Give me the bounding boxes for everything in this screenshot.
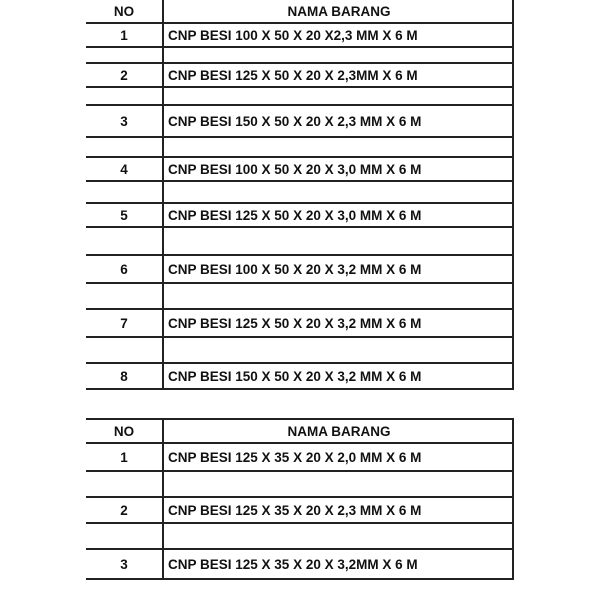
row-no: 3	[120, 113, 128, 129]
spacer-row	[86, 472, 514, 498]
spacer-row	[86, 88, 514, 106]
row-name: CNP BESI 150 X 50 X 20 X 3,2 MM X 6 M	[168, 368, 422, 384]
table-row	[86, 550, 514, 580]
spacer-row	[86, 228, 514, 256]
row-name: CNP BESI 125 X 35 X 20 X 2,3 MM X 6 M	[168, 502, 422, 518]
spacer-row	[86, 338, 514, 364]
table-row	[86, 64, 514, 88]
spacer-row	[86, 48, 514, 64]
row-no: 1	[120, 449, 128, 465]
table-header	[86, 0, 514, 24]
table-row	[86, 204, 514, 228]
table-row	[86, 498, 514, 524]
header-no: NO	[113, 423, 135, 439]
row-no: 2	[120, 67, 128, 83]
row-no: 2	[120, 502, 128, 518]
row-no: 7	[120, 315, 128, 331]
row-name: CNP BESI 150 X 50 X 20 X 2,3 MM X 6 M	[168, 113, 422, 129]
row-name: CNP BESI 125 X 50 X 20 X 3,0 MM X 6 M	[168, 207, 422, 223]
table-2	[86, 418, 514, 580]
table-row	[86, 158, 514, 182]
table-row	[86, 24, 514, 48]
table-row	[86, 310, 514, 338]
row-no: 8	[120, 368, 128, 384]
row-name: CNP BESI 100 X 50 X 20 X 3,2 MM X 6 M	[168, 261, 422, 277]
table-row	[86, 106, 514, 138]
header-name: NAMA BARANG	[287, 3, 391, 19]
table-row	[86, 256, 514, 284]
row-no: 4	[120, 161, 128, 177]
row-name: CNP BESI 125 X 50 X 20 X 2,3MM X 6 M	[168, 67, 418, 83]
header-name: NAMA BARANG	[287, 423, 391, 439]
row-name: CNP BESI 100 X 50 X 20 X2,3 MM X 6 M	[168, 27, 418, 43]
row-no: 3	[120, 556, 128, 572]
spacer-row	[86, 182, 514, 204]
spacer-row	[86, 284, 514, 310]
spacer-row	[86, 138, 514, 158]
table-1	[86, 0, 514, 390]
row-no: 1	[120, 27, 128, 43]
row-name: CNP BESI 125 X 35 X 20 X 2,0 MM X 6 M	[168, 449, 422, 465]
row-name: CNP BESI 125 X 50 X 20 X 3,2 MM X 6 M	[168, 315, 422, 331]
row-name: CNP BESI 100 X 50 X 20 X 3,0 MM X 6 M	[168, 161, 422, 177]
row-name: CNP BESI 125 X 35 X 20 X 3,2MM X 6 M	[168, 556, 418, 572]
table-row	[86, 364, 514, 390]
table-header	[86, 420, 514, 444]
table-row	[86, 444, 514, 472]
spacer-row	[86, 524, 514, 550]
row-no: 5	[120, 207, 128, 223]
header-no: NO	[113, 3, 135, 19]
row-no: 6	[120, 261, 128, 277]
